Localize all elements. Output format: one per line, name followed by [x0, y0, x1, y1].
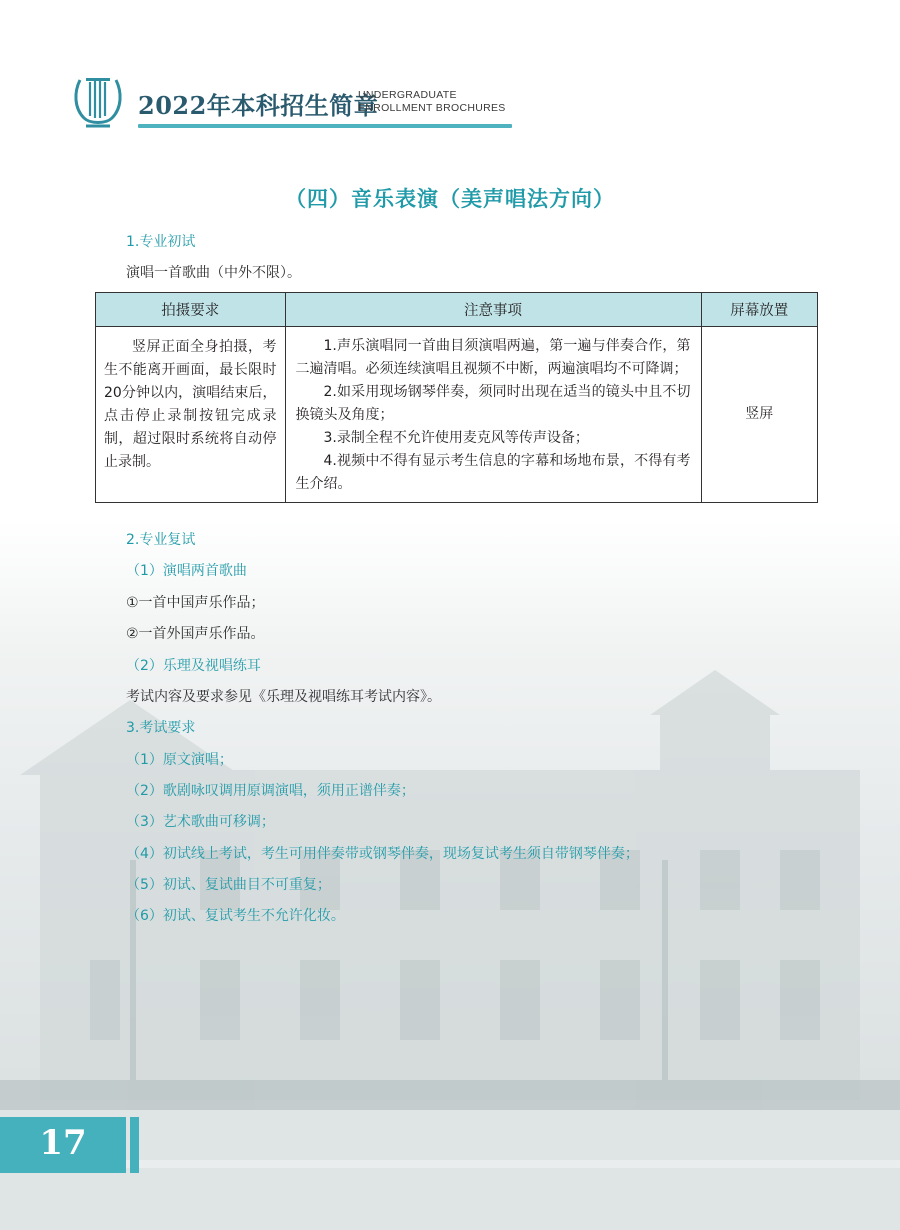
part3-heading: 3.考试要求: [126, 720, 196, 736]
brochure-header: [72, 72, 512, 134]
part2-heading: 2.专业复试: [126, 532, 196, 548]
part1-intro: 演唱一首歌曲（中外不限）。: [126, 265, 301, 281]
brochure-english-title: [358, 89, 506, 115]
list-item: （4）初试线上考试，考生可用伴奏带或钢琴伴奏，现场复试考生须自带钢琴伴奏；: [126, 846, 639, 862]
page-number: 17: [39, 1123, 87, 1163]
note-item: 2.如采用现场钢琴伴奏，须同时出现在适当的镜头中且不切换镜头及角度；: [295, 384, 691, 423]
part2-sub2: （2）乐理及视唱练耳: [126, 658, 261, 674]
list-item: （3）艺术歌曲可移调；: [126, 814, 275, 830]
brochure-en-line1: UNDERGRADUATE: [358, 89, 457, 101]
list-item: （6）初试、复试考生不允许化妆。: [126, 908, 345, 924]
note-item: 3.录制全程不允许使用麦克风等传声设备；: [323, 430, 589, 446]
note-item: 1.声乐演唱同一首曲目须演唱两遍，第一遍与伴奏合作，第二遍清唱。必须连续演唱且视频不中断，两遍演唱均不可降调；: [295, 338, 691, 377]
brochure-title: 2022年本科招生简章: [138, 91, 379, 120]
table-row: [96, 327, 818, 503]
screen-placement-cell: 竖屏: [701, 327, 817, 503]
page-number-stripe: [130, 1117, 139, 1173]
page-number-band: [0, 1117, 140, 1173]
table-header-screen: 屏幕放置: [701, 293, 817, 327]
list-item: （1）原文演唱；: [126, 752, 233, 768]
shooting-requirements-cell: [96, 327, 286, 503]
table-header-notes: 注意事项: [285, 293, 701, 327]
brochure-en-line2: ENROLLMENT BROCHURES: [358, 102, 506, 114]
header-divider: [138, 124, 512, 128]
notes-cell: [285, 327, 701, 503]
part2-item2: ②一首外国声乐作品。: [126, 626, 265, 642]
recording-requirements-table: [95, 292, 818, 503]
section-title: （四）音乐表演（美声唱法方向）: [285, 187, 615, 211]
lyre-logo-icon: [72, 74, 124, 132]
table-header-shooting: 拍摄要求: [96, 293, 286, 327]
part1-heading: 1.专业初试: [126, 234, 196, 250]
shooting-requirements-text: 竖屏正面全身拍摄，考生不能离开画面，最长限时20分钟以内，演唱结束后，点击停止录制按钮完成录制，超过限时系统将自动停止录制。: [104, 339, 277, 470]
part2-sub2-text: 考试内容及要求参见《乐理及视唱练耳考试内容》。: [126, 689, 441, 705]
table-header-row: [96, 293, 818, 327]
list-item: （5）初试、复试曲目不可重复；: [126, 877, 331, 893]
note-item: 4.视频中不得有显示考生信息的字幕和场地布景，不得有考生介绍。: [295, 453, 691, 492]
part2-sub1: （1）演唱两首歌曲: [126, 563, 247, 579]
list-item: （2）歌剧咏叹调用原调演唱，须用正谱伴奏；: [126, 783, 415, 799]
part2-item1: ①一首中国声乐作品；: [126, 595, 265, 611]
